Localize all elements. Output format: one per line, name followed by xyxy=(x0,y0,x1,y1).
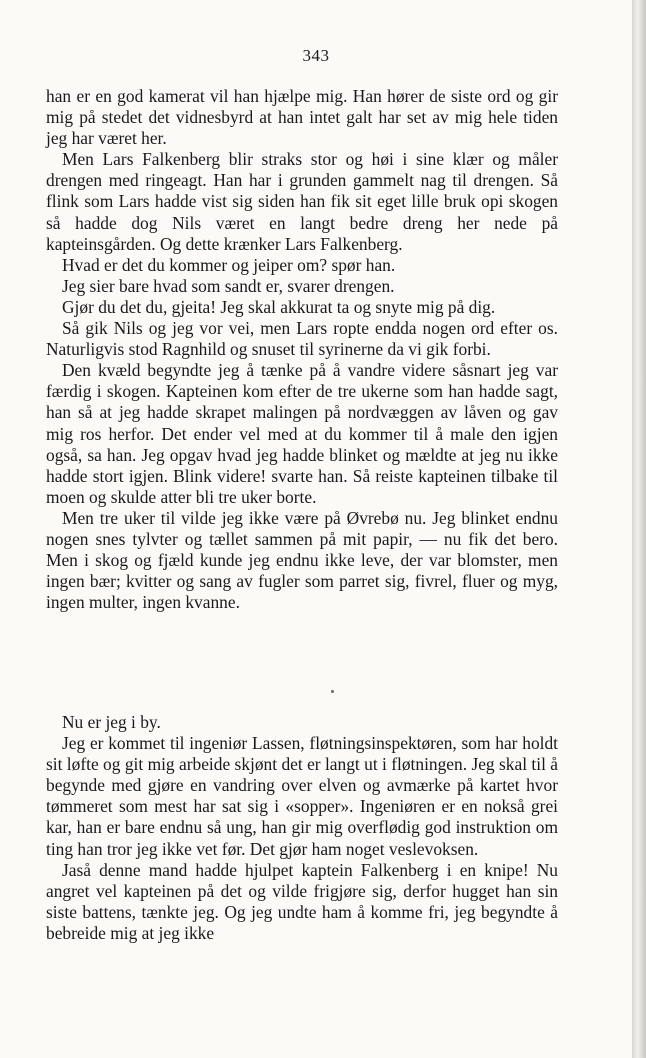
paragraph: Gjør du det du, gjeita! Jeg skal akkurat ta og snyte mig på dig. xyxy=(62,296,496,317)
paragraph: Nu er jeg i by. xyxy=(62,712,161,732)
paragraph: Men tre uker til vilde jeg ikke være på Øvrebø nu. Jeg blinket endnu nogen snes tylvter og tællet sammen på mit papir, — nu fik det bero. Men i skog og fjæld kunde jeg endnu ikke leve, der var blomster, men ingen bær; kvitter og sang av fugler som parret sig, fivrel, fluer og myg, ingen multer, ingen kvanne. xyxy=(46,507,558,613)
paragraph: han er en god kamerat vil han hjælpe mig. Han hører de siste ord og gir mig på stedet det vidnesbyrd at han intet galt har set av mig hele tiden jeg har været her. xyxy=(46,86,558,149)
paragraph: Jeg er kommet til ingeniør Lassen, fløtningsinspektøren, som har holdt sit løfte og git mig arbeide skjønt det er langt ut i fløtningen. Jeg skal til å begynde med gjøre en vandring over elven og avmærke på kartet hvor tømmeret som mest har sat sig i «sopper». Ingeniøren er en nokså grei kar, han er bare endnu så ung, han gir mig overflødig god instruktion om ting han tror jeg ikke vet før. Det gjør ham noget veslevoksen. xyxy=(46,733,558,859)
section-separator xyxy=(331,690,334,693)
paragraph: Jaså denne mand hadde hjulpet kaptein Falkenberg i en knipe! Nu angret vel kapteinen på det og vilde frigjøre sig, derfor hugget han sin siste battens, tænkte jeg. Og jeg undte ham å komme fri, jeg begyndte å bebreide mig at jeg ikke xyxy=(46,859,558,943)
page-edge xyxy=(632,0,646,1058)
page-number: 343 xyxy=(302,46,330,65)
paragraph: Hvad er det du kommer og jeiper om? spør han. xyxy=(62,254,396,275)
paragraph: Men Lars Falkenberg blir straks stor og høi i sine klær og måler drengen med ringeagt. Han har i grunden gammelt nag til drengen. Så flink som Lars hadde vist sig siden han fik sit eget lille bruk opi skogen så hadde dog Nils været en langt bedre dreng her nede på kapteinsgården. Og dette krænker Lars Falkenberg. xyxy=(46,149,558,254)
paragraph: Jeg sier bare hvad som sandt er, svarer drengen. xyxy=(62,275,395,296)
text-section-2 xyxy=(46,712,558,944)
text-section-1 xyxy=(46,86,558,613)
paragraph: Så gik Nils og jeg vor vei, men Lars ropte endda nogen ord efter os. Naturligvis stod Ragnhild og snuset til syrinerne da vi gik forbi. xyxy=(46,318,558,360)
paragraph: Den kvæld begyndte jeg å tænke på å vandre videre såsnart jeg var færdig i skogen. Kapteinen kom efter de tre ukerne som han hadde sagt, han så at jeg hadde skrapet malingen på nordvæggen av låven og gav mig ros herfor. Det ender vel med at du kommer til å male den igjen også, sa han. Jeg opgav hvad jeg hadde blinket og mældte at jeg nu ikke hadde stort igjen. Blink videre! svarte han. Så reiste kapteinen tilbake til moen og skulde atter bli tre uker borte. xyxy=(46,360,558,507)
